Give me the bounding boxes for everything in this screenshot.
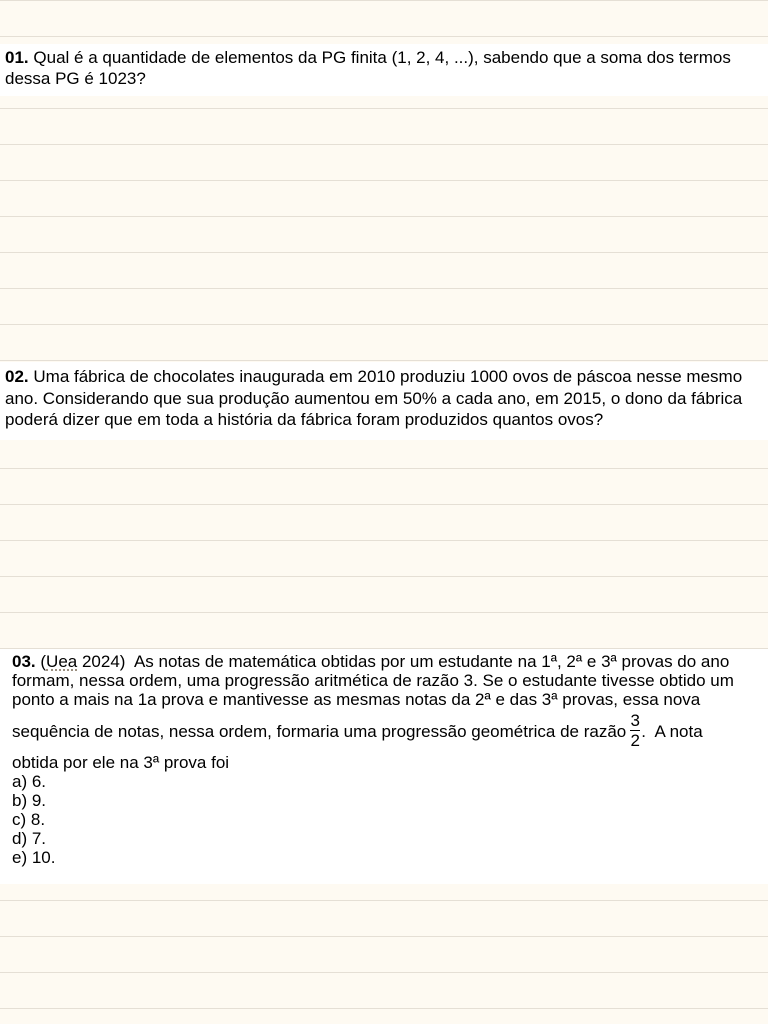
- spellcheck-underline: [46, 669, 77, 671]
- question-line: [5, 47, 768, 68]
- question-text: . A nota: [641, 721, 703, 741]
- question-text: Uma fábrica de chocolates inaugurada em 2010 produziu 1000 ovos de páscoa nesse mesmo: [33, 367, 743, 386]
- question-line-with-fraction: [12, 709, 768, 753]
- answer-option-a: [12, 772, 768, 791]
- answer-option-e: [12, 848, 768, 867]
- question-line: [5, 366, 768, 388]
- question-text: (Uea 2024) As notas de matemática obtidas por um estudante na 1ª, 2ª e 3ª provas do ano: [40, 652, 730, 671]
- question-text: poderá dizer que em toda a história da fábrica foram produzidos quantos ovos?: [5, 410, 604, 429]
- question-line: [12, 652, 768, 671]
- option-text: d) 7.: [12, 829, 47, 848]
- question-text: ano. Considerando que sua produção aumentou em 50% a cada ano, em 2015, o dono da fábrica: [5, 388, 743, 408]
- question-line: [12, 753, 768, 772]
- question-line: [12, 671, 768, 690]
- question-number: 01.: [5, 48, 29, 67]
- question-02: [0, 362, 768, 440]
- question-text: obtida por ele na 3ª prova foi: [12, 753, 230, 772]
- question-number: 02.: [5, 367, 29, 386]
- answer-option-b: [12, 791, 768, 810]
- question-text: dessa PG é 1023?: [5, 69, 146, 88]
- question-01: [0, 44, 768, 96]
- option-text: a) 6.: [12, 772, 47, 791]
- answer-option-c: [12, 810, 768, 829]
- question-line: [5, 388, 768, 410]
- question-number: 03.: [12, 652, 36, 671]
- question-line: [12, 690, 768, 709]
- option-text: c) 8.: [12, 810, 46, 829]
- question-text: formam, nessa ordem, uma progressão aritmética de razão 3. Se o estudante tivesse obtido um: [12, 671, 734, 690]
- question-text: Qual é a quantidade de elementos da PG finita (1, 2, 4, ...), sabendo que a soma dos termos: [33, 48, 731, 67]
- answer-option-d: [12, 829, 768, 848]
- fraction-denominator: 2: [630, 731, 640, 750]
- question-line: [5, 68, 768, 89]
- question-line: [5, 409, 768, 431]
- question-text: ponto a mais na 1a prova e mantivesse as mesmas notas da 2ª e das 3ª provas, essa nova: [12, 690, 701, 709]
- fraction-numerator: 3: [630, 711, 640, 730]
- question-text: sequência de notas, nessa ordem, formaria uma progressão geométrica de razão: [12, 721, 627, 741]
- ratio-fraction: [630, 713, 640, 749]
- question-03: [0, 649, 768, 884]
- option-text: b) 9.: [12, 791, 47, 810]
- option-text: e) 10.: [12, 848, 56, 867]
